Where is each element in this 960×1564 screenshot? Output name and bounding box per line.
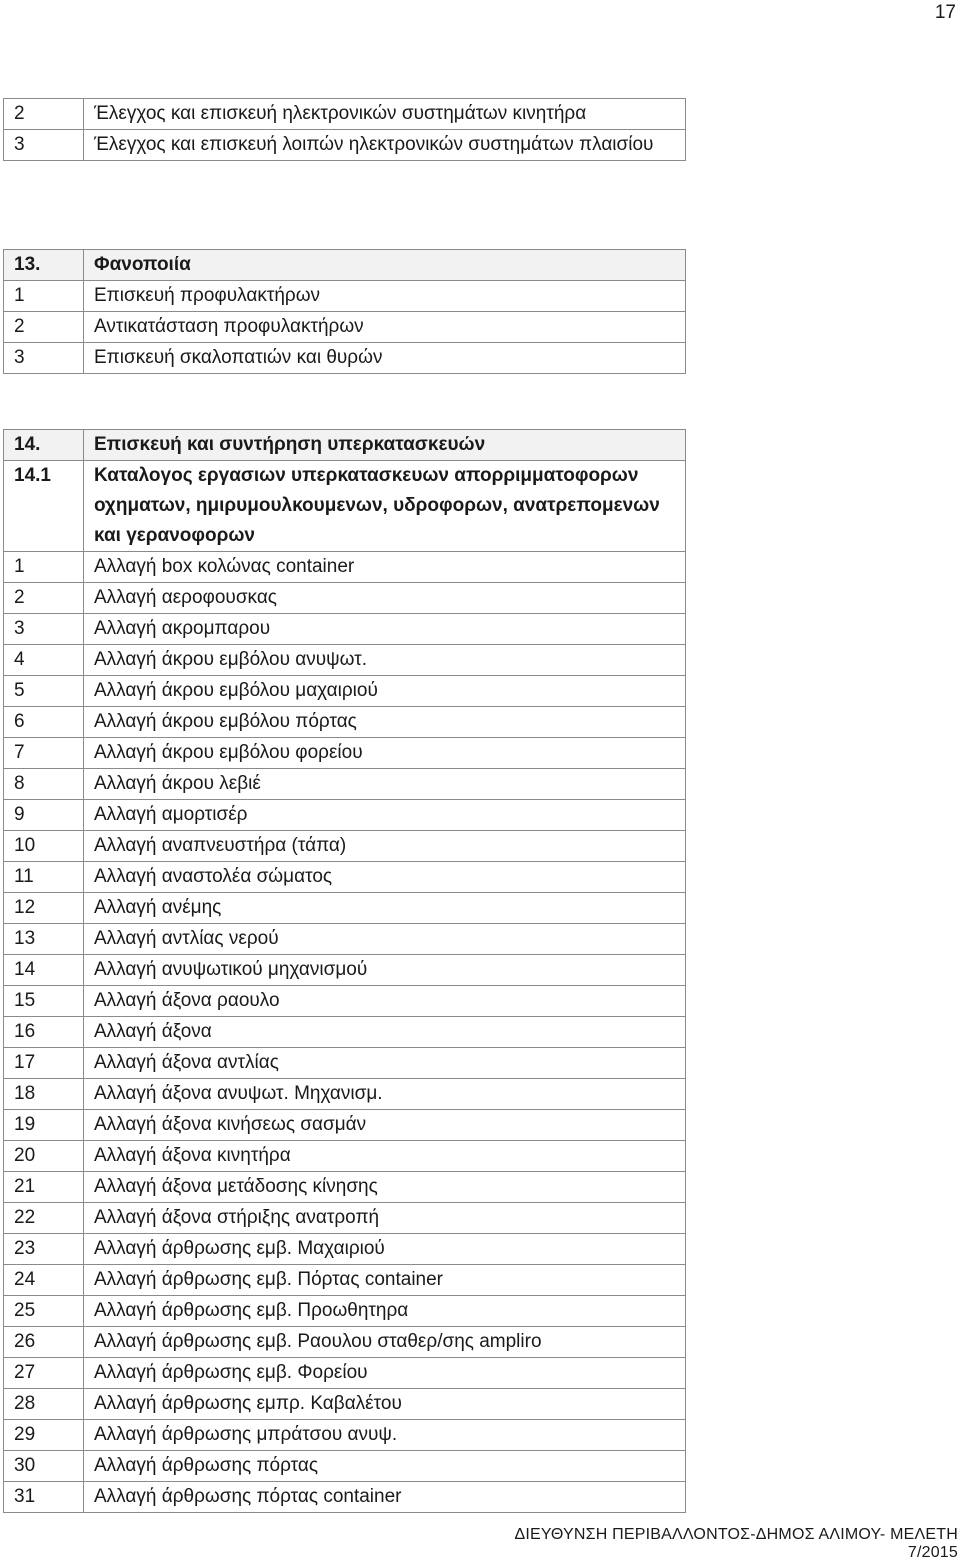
section-title: Φανοποιία bbox=[84, 250, 686, 281]
item-description: Αλλαγή άξονα ανυψωτ. Μηχανισμ. bbox=[84, 1079, 686, 1110]
item-number: 26 bbox=[4, 1327, 84, 1358]
item-number: 3 bbox=[4, 614, 84, 645]
item-description: Αλλαγή άκρου εμβόλου μαχαιριού bbox=[84, 676, 686, 707]
table-row bbox=[4, 1420, 686, 1451]
item-number: 10 bbox=[4, 831, 84, 862]
table-row bbox=[4, 831, 686, 862]
table-row bbox=[4, 614, 686, 645]
item-description: Αντικατάσταση προφυλακτήρων bbox=[84, 312, 686, 343]
item-number: 20 bbox=[4, 1141, 84, 1172]
item-number: 28 bbox=[4, 1389, 84, 1420]
table-row bbox=[4, 893, 686, 924]
item-description: Αλλαγή ακρομπαρου bbox=[84, 614, 686, 645]
item-number: 23 bbox=[4, 1234, 84, 1265]
table-row bbox=[4, 676, 686, 707]
item-description: Αλλαγή άρθρωσης εμβ. Πόρτας container bbox=[84, 1265, 686, 1296]
table-row bbox=[4, 1203, 686, 1234]
item-description: Αλλαγή άξονα μετάδοσης κίνησης bbox=[84, 1172, 686, 1203]
table-row bbox=[4, 738, 686, 769]
item-description: Αλλαγή άρθρωσης πόρτας bbox=[84, 1451, 686, 1482]
table-row bbox=[4, 1048, 686, 1079]
table-row bbox=[4, 281, 686, 312]
table-row bbox=[4, 707, 686, 738]
item-number: 4 bbox=[4, 645, 84, 676]
table-row bbox=[4, 1172, 686, 1203]
item-description: Αλλαγή άκρου εμβόλου ανυψωτ. bbox=[84, 645, 686, 676]
item-description: Επισκευή σκαλοπατιών και θυρών bbox=[84, 343, 686, 374]
item-description: Αλλαγή άκρου λεβιέ bbox=[84, 769, 686, 800]
item-description: Αλλαγή αεροφουσκας bbox=[84, 583, 686, 614]
item-description: Αλλαγή αντλίας νερού bbox=[84, 924, 686, 955]
page-number: 17 bbox=[934, 2, 956, 23]
table-row bbox=[4, 1110, 686, 1141]
item-description: Αλλαγή ανέμης bbox=[84, 893, 686, 924]
item-description: Αλλαγή άρθρωσης εμβ. Προωθητηρα bbox=[84, 1296, 686, 1327]
item-description: Αλλαγή άξονα κινητήρα bbox=[84, 1141, 686, 1172]
table-row bbox=[4, 645, 686, 676]
item-number: 13 bbox=[4, 924, 84, 955]
item-number: 3 bbox=[4, 130, 84, 161]
item-number: 22 bbox=[4, 1203, 84, 1234]
item-description: Αλλαγή ανυψωτικού μηχανισμού bbox=[84, 955, 686, 986]
item-number: 31 bbox=[4, 1482, 84, 1513]
item-number: 7 bbox=[4, 738, 84, 769]
item-number: 9 bbox=[4, 800, 84, 831]
item-description: Έλεγχος και επισκευή ηλεκτρονικών συστημάτων κινητήρα bbox=[84, 99, 686, 130]
subsection-title: Καταλογος εργασιων υπερκατασκευων απορριμματοφορων οχηματων, ημιρυμουλκουμενων, υδροφορων, ανατρεπομενων και γερανοφορων bbox=[84, 461, 686, 552]
item-number: 2 bbox=[4, 99, 84, 130]
table-row bbox=[4, 1389, 686, 1420]
section-number: 14. bbox=[4, 430, 84, 461]
table-row bbox=[4, 99, 686, 130]
item-description: Αλλαγή box κολώνας container bbox=[84, 552, 686, 583]
table-row bbox=[4, 312, 686, 343]
item-number: 5 bbox=[4, 676, 84, 707]
table-row bbox=[4, 862, 686, 893]
item-number: 29 bbox=[4, 1420, 84, 1451]
item-number: 11 bbox=[4, 862, 84, 893]
subsection-number: 14.1 bbox=[4, 461, 84, 552]
table-row bbox=[4, 986, 686, 1017]
item-description: Αλλαγή αναπνευστήρα (τάπα) bbox=[84, 831, 686, 862]
item-number: 8 bbox=[4, 769, 84, 800]
item-number: 25 bbox=[4, 1296, 84, 1327]
item-description: Έλεγχος και επισκευή λοιπών ηλεκτρονικών συστημάτων πλαισίου bbox=[84, 130, 686, 161]
bodywork-table bbox=[3, 249, 686, 374]
subsection-header-row bbox=[4, 461, 686, 552]
table-row bbox=[4, 955, 686, 986]
table-row bbox=[4, 1265, 686, 1296]
item-number: 16 bbox=[4, 1017, 84, 1048]
page-footer: ΔΙΕΥΘΥΝΣΗ ΠΕΡΙΒΑΛΛΟΝΤΟΣ-ΔΗΜΟΣ ΑΛΙΜΟΥ- ΜΕΛΕΤΗ 7/2015 bbox=[514, 1526, 958, 1561]
table-row bbox=[4, 1017, 686, 1048]
table-row bbox=[4, 1451, 686, 1482]
table-row bbox=[4, 130, 686, 161]
item-number: 18 bbox=[4, 1079, 84, 1110]
item-number: 15 bbox=[4, 986, 84, 1017]
item-description: Αλλαγή άρθρωσης εμβ. Ραουλου σταθερ/σης ampliro bbox=[84, 1327, 686, 1358]
item-number: 19 bbox=[4, 1110, 84, 1141]
table-row bbox=[4, 583, 686, 614]
item-description: Αλλαγή άρθρωσης εμβ. Φορείου bbox=[84, 1358, 686, 1389]
item-description: Αλλαγή άξονα στήριξης ανατροπή bbox=[84, 1203, 686, 1234]
table-row bbox=[4, 1079, 686, 1110]
item-number: 6 bbox=[4, 707, 84, 738]
item-number: 1 bbox=[4, 281, 84, 312]
item-description: Αλλαγή άξονα ραουλο bbox=[84, 986, 686, 1017]
table-row bbox=[4, 769, 686, 800]
item-number: 17 bbox=[4, 1048, 84, 1079]
item-number: 14 bbox=[4, 955, 84, 986]
section-number: 13. bbox=[4, 250, 84, 281]
item-description: Αλλαγή άρθρωσης εμβ. Μαχαιριού bbox=[84, 1234, 686, 1265]
table-row bbox=[4, 1296, 686, 1327]
table-row bbox=[4, 1327, 686, 1358]
item-number: 12 bbox=[4, 893, 84, 924]
item-number: 27 bbox=[4, 1358, 84, 1389]
table-row bbox=[4, 1234, 686, 1265]
item-description: Αλλαγή άκρου εμβόλου πόρτας bbox=[84, 707, 686, 738]
item-description: Αλλαγή αμορτισέρ bbox=[84, 800, 686, 831]
item-number: 2 bbox=[4, 312, 84, 343]
table-row bbox=[4, 924, 686, 955]
item-number: 24 bbox=[4, 1265, 84, 1296]
item-description: Αλλαγή άρθρωσης μπράτσου ανυψ. bbox=[84, 1420, 686, 1451]
table-row bbox=[4, 343, 686, 374]
section-header-row bbox=[4, 250, 686, 281]
item-description: Αλλαγή άξονα bbox=[84, 1017, 686, 1048]
section-header-row bbox=[4, 430, 686, 461]
electronics-table bbox=[3, 98, 686, 161]
table-row bbox=[4, 552, 686, 583]
item-description: Αλλαγή άρθρωσης πόρτας container bbox=[84, 1482, 686, 1513]
item-number: 30 bbox=[4, 1451, 84, 1482]
item-number: 21 bbox=[4, 1172, 84, 1203]
item-description: Επισκευή προφυλακτήρων bbox=[84, 281, 686, 312]
item-number: 2 bbox=[4, 583, 84, 614]
table-row bbox=[4, 1358, 686, 1389]
item-description: Αλλαγή άξονα κινήσεως σασμάν bbox=[84, 1110, 686, 1141]
item-description: Αλλαγή άξονα αντλίας bbox=[84, 1048, 686, 1079]
item-number: 3 bbox=[4, 343, 84, 374]
table-row bbox=[4, 800, 686, 831]
item-description: Αλλαγή άρθρωσης εμπρ. Καβαλέτου bbox=[84, 1389, 686, 1420]
item-description: Αλλαγή αναστολέα σώματος bbox=[84, 862, 686, 893]
table-row bbox=[4, 1141, 686, 1172]
section-title: Επισκευή και συντήρηση υπερκατασκευών bbox=[84, 430, 686, 461]
item-description: Αλλαγή άκρου εμβόλου φορείου bbox=[84, 738, 686, 769]
table-row bbox=[4, 1482, 686, 1513]
item-number: 1 bbox=[4, 552, 84, 583]
superstructure-table bbox=[3, 429, 686, 1513]
